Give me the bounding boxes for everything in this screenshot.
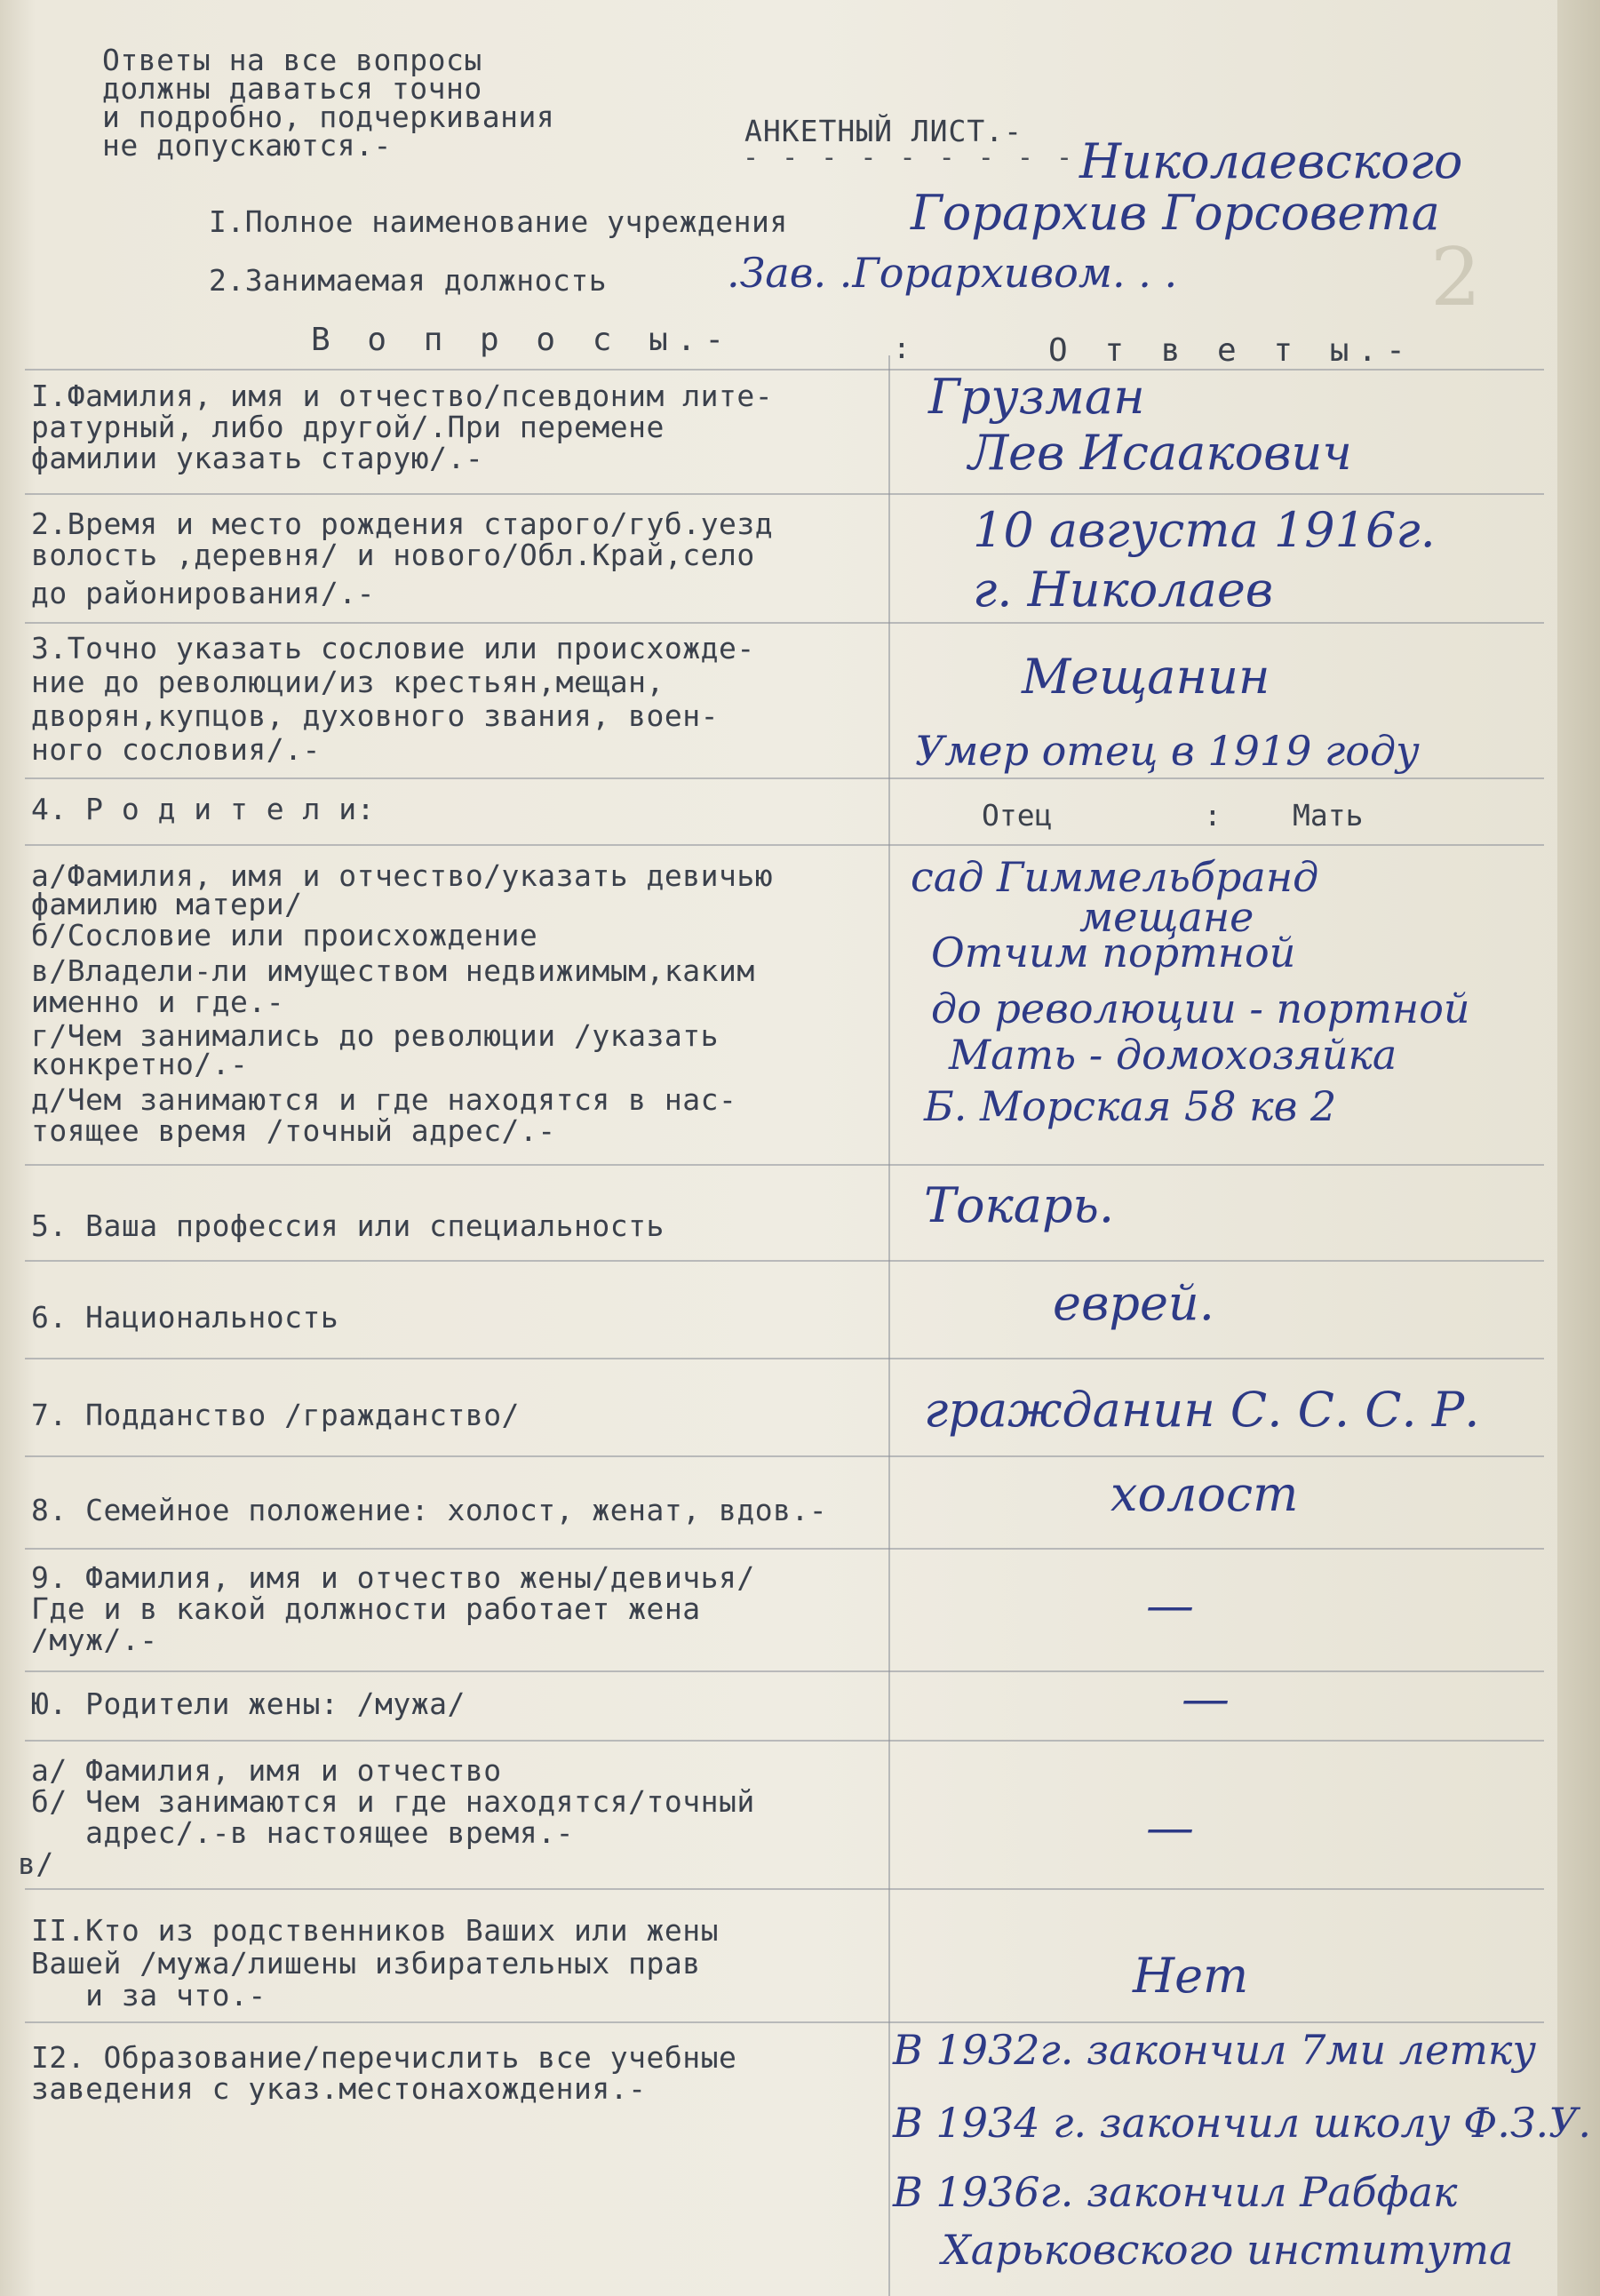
instruction-line-1: Ответы на все вопросы xyxy=(102,43,482,77)
rule-q2 xyxy=(25,622,1544,624)
form-title: АНКЕТНЫЙ ЛИСТ.- xyxy=(744,114,1023,148)
rule-q11 xyxy=(25,2021,1544,2023)
q10-line: Ю. Родители жены: /мужа/ xyxy=(31,1686,466,1721)
q1-answer-2: Лев Исаакович xyxy=(968,425,1352,481)
q7-answer: гражданин С. С. С. Р. xyxy=(924,1382,1480,1438)
position-label: 2.Занимаемая должность xyxy=(209,263,608,298)
q1-line-1: I.Фамилия, имя и отчество/псевдоним лите- xyxy=(31,379,774,413)
q2-answer-2: г. Николаев xyxy=(973,562,1274,618)
q4g-line-1: г/Чем занимались до революции /указать xyxy=(31,1018,719,1053)
q4a-line-2: фамилию матери/ xyxy=(31,887,303,921)
questions-header: В о п р о с ы.- xyxy=(311,322,734,358)
q9-line-2: Где и в какой должности работает жена xyxy=(31,1591,701,1626)
q11-answer: Нет xyxy=(1133,1948,1249,2004)
q2-line-1: 2.Время и место рождения старого/губ.уезд xyxy=(31,506,774,541)
q4-answer-5: Мать - домохозяйка xyxy=(949,1031,1397,1079)
title-underline: - - - - - - - - - - xyxy=(743,142,1116,173)
q11-line-1: II.Кто из родственников Ваших или жены xyxy=(31,1913,719,1948)
institution-value-line2: Горархив Горсовета xyxy=(911,185,1440,241)
q8-answer: холост xyxy=(1110,1466,1299,1522)
q5-line: 5. Ваша профессия или специальность xyxy=(31,1208,665,1243)
rule-q4 xyxy=(25,844,1544,846)
rule-q3 xyxy=(25,777,1544,779)
q12-answer-1: В 1932г. закончил 7ми летку xyxy=(893,2026,1537,2074)
q5-answer: Токарь. xyxy=(924,1177,1115,1233)
institution-label: I.Полное наименование учреждения xyxy=(209,204,788,239)
q6-line: 6. Национальность xyxy=(31,1300,339,1335)
rule-q6 xyxy=(25,1358,1544,1359)
q3-answer-1: Мещанин xyxy=(1022,649,1270,705)
q10b-line-2: адрес/.-в настоящее время.- xyxy=(31,1815,575,1850)
q4-answer-1: сад Гиммельбранд xyxy=(911,853,1319,901)
q12-line-2: заведения с указ.местонахождения.- xyxy=(31,2071,647,2106)
q4d-line-2: тоящее время /точный адрес/.- xyxy=(31,1113,556,1148)
q9-answer: — xyxy=(1146,1577,1194,1633)
q1-answer-1: Грузман xyxy=(928,369,1145,425)
father-label: Отец xyxy=(982,798,1053,833)
instruction-line-2: должны даваться точно xyxy=(102,71,482,106)
q4v-line-1: в/Владели-ли имуществом недвижимым,каким xyxy=(31,953,755,988)
mother-label: Мать xyxy=(1293,798,1364,833)
rule-q8 xyxy=(25,1548,1544,1550)
q4g-line-2: конкретно/.- xyxy=(31,1047,249,1081)
paper-edge xyxy=(1557,0,1600,2296)
q3-line-3: дворян,купцов, духовного звания, воен- xyxy=(31,698,719,733)
q2-line-2: волость ,деревня/ и нового/Обл.Край,село xyxy=(31,538,755,572)
q10-sub-answer: — xyxy=(1146,1799,1194,1855)
rule-q4b xyxy=(25,1164,1544,1166)
rule-header xyxy=(25,369,1544,371)
answers-header: О т в е т ы.- xyxy=(1048,332,1414,369)
rule-q10b xyxy=(25,1888,1544,1890)
q4-answer-4: до революции - портной xyxy=(931,985,1470,1032)
q6-answer: еврей. xyxy=(1053,1275,1214,1331)
q3-line-1: 3.Точно указать сословие или происхожде- xyxy=(31,631,755,666)
q4-answer-2: мещане xyxy=(1079,893,1254,941)
q2-answer-1: 10 августа 1916г. xyxy=(973,502,1436,558)
rule-q10 xyxy=(25,1740,1544,1742)
q4b-line: б/Сословие или происхождение xyxy=(31,918,538,953)
q3-line-4: ного сословия/.- xyxy=(31,732,321,767)
margin-mark: 2 xyxy=(1430,231,1482,324)
header-separator: : xyxy=(893,331,911,365)
q4a-line-1: а/Фамилия, имя и отчество/указать девичью xyxy=(31,858,774,893)
instruction-line-4: не допускаются.- xyxy=(102,128,392,163)
instruction-line-3: и подробно, подчеркивания xyxy=(102,100,555,134)
q12-line-1: I2. Образование/перечислить все учебные xyxy=(31,2040,737,2075)
q4v-line-2: именно и где.- xyxy=(31,985,285,1019)
q11-line-2: Вашей /мужа/лишены избирательных прав xyxy=(31,1946,701,1981)
q7-line: 7. Подданство /гражданство/ xyxy=(31,1398,520,1432)
q9-line-3: /муж/.- xyxy=(31,1622,158,1657)
q4-answer-3: Отчим портной xyxy=(931,929,1296,977)
q10-answer: — xyxy=(1182,1670,1230,1726)
q12-answer-2: В 1934 г. закончил школу Ф.З.У. xyxy=(893,2099,1592,2147)
column-divider xyxy=(888,355,890,2296)
parents-separator: : xyxy=(1204,798,1222,833)
q2-line-3: до районирования/.- xyxy=(31,576,375,610)
q3-line-2: ние до революции/из крестьян,мещан, xyxy=(31,665,665,699)
q1-line-2: ратурный, либо другой/.При перемене xyxy=(31,410,665,444)
rule-q1 xyxy=(25,493,1544,495)
q1-line-3: фамилии указать старую/.- xyxy=(31,441,484,475)
q12-answer-4: Харьковского института xyxy=(942,2226,1514,2274)
q11-line-3: и за что.- xyxy=(31,1978,267,2013)
q4d-line-1: д/Чем занимаются и где находятся в нас- xyxy=(31,1082,737,1117)
rule-q5 xyxy=(25,1260,1544,1262)
rule-q7 xyxy=(25,1455,1544,1457)
q4-answer-6: Б. Морская 58 кв 2 xyxy=(924,1082,1337,1130)
rule-q9 xyxy=(25,1670,1544,1672)
q3-answer-2: Умер отец в 1919 году xyxy=(915,727,1420,775)
q10a-line: а/ Фамилия, имя и отчество xyxy=(31,1753,502,1788)
q12-answer-3: В 1936г. закончил Рабфак xyxy=(893,2168,1458,2216)
position-value: .Зав. .Горархивом. . . xyxy=(727,249,1178,297)
q10v-line: в/ xyxy=(18,1846,54,1881)
institution-value-line1: Николаевского xyxy=(1079,133,1463,189)
q4-heading: 4. Р о д и т е л и: xyxy=(31,792,375,826)
q9-line-1: 9. Фамилия, имя и отчество жены/девичья/ xyxy=(31,1560,755,1595)
q10b-line-1: б/ Чем занимаются и где находятся/точный xyxy=(31,1784,755,1819)
q8-line: 8. Семейное положение: холост, женат, вдов.- xyxy=(31,1493,828,1527)
